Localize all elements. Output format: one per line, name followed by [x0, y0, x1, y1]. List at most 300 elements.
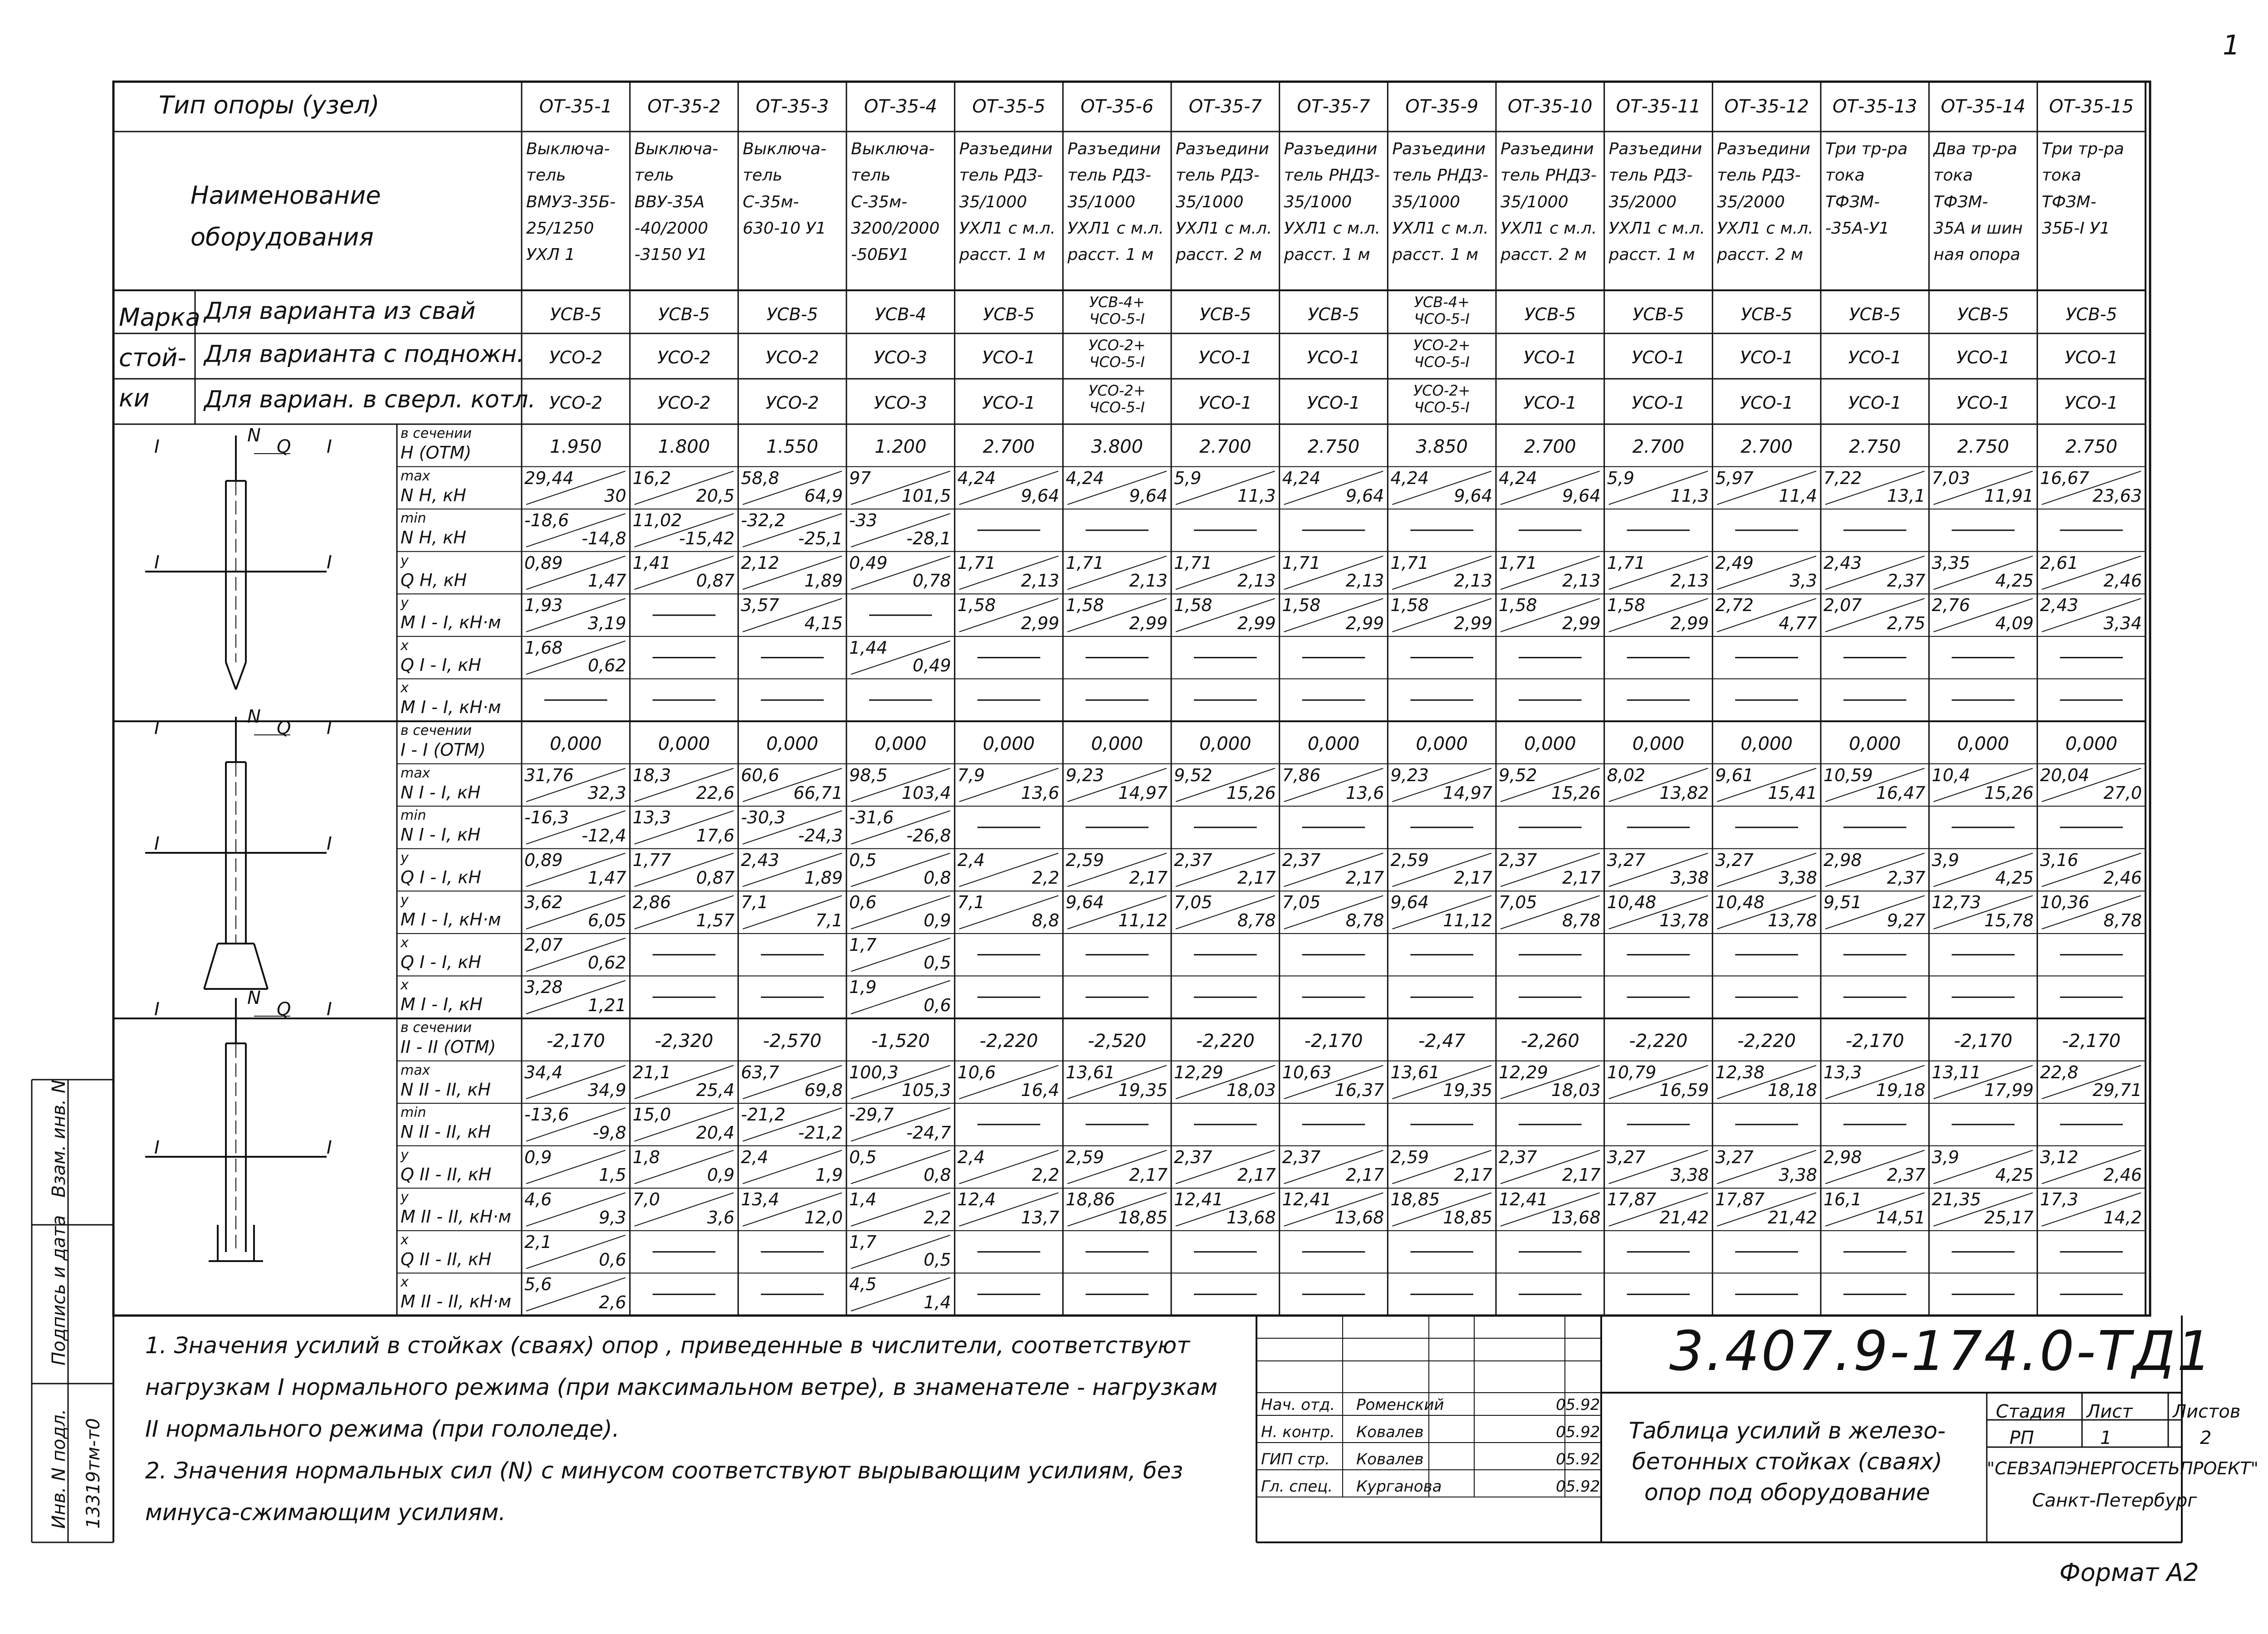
grid-line [204, 944, 218, 989]
value-denominator: 18,03 [1226, 1080, 1276, 1101]
value-denominator: 2,2 [1031, 868, 1060, 888]
sheets-value: 2 [2200, 1428, 2212, 1448]
mark-cell: УСО-2 [549, 347, 603, 367]
value-denominator: 4,25 [1995, 868, 2034, 888]
value-denominator: 2,46 [2103, 868, 2142, 888]
mark-cell: УСВ-5 [1740, 304, 1793, 324]
value-numerator: 9,23 [1390, 765, 1429, 785]
note-line: нагрузкам I нормального режима (при максимальном ветре), в знаменателе - нагрузкам [145, 1374, 1218, 1400]
row-label: M I - I, кН·м [401, 697, 501, 718]
value-denominator: 13,7 [1021, 1207, 1060, 1228]
equipment-cell: Разъедини тель РДЗ- 35/1000 УХЛ1 с м.л. расст. 1 м [1067, 140, 1164, 264]
value-numerator: -13,6 [524, 1105, 569, 1125]
row-label-sub: в сечении [401, 426, 472, 441]
mark-cell: УСО-1 [1632, 393, 1685, 413]
value-denominator: 14,2 [2103, 1207, 2142, 1228]
equipment-cell: Разъедини тель РДЗ- 35/1000 УХЛ1 с м.л. расст. 1 м [959, 140, 1056, 264]
value-numerator: 9,52 [1174, 765, 1212, 785]
city: Санкт-Петербург [2032, 1490, 2197, 1511]
sketch-n: N [247, 706, 261, 727]
row-label: M I - I, кН·м [401, 910, 501, 930]
value-denominator: 9,27 [1887, 910, 1926, 930]
value-numerator: 3,9 [1931, 1147, 1960, 1167]
value-numerator: 0,9 [524, 1147, 552, 1167]
mark-cell: УСО-1 [2064, 347, 2118, 367]
value-numerator: 12,41 [1174, 1189, 1223, 1210]
value-denominator: 17,6 [696, 825, 735, 846]
variant-label: Для варианта с подножн. [204, 341, 524, 368]
mark-cell: УСО-1 [2064, 393, 2118, 413]
value-denominator: 2,2 [1031, 1165, 1060, 1185]
value-cell: 0,000 [1416, 734, 1468, 754]
equipment-cell: Выключа- тель ВМУЗ-35Б- 25/1250 УХЛ 1 [526, 140, 616, 264]
value-numerator: 4,24 [1066, 468, 1104, 488]
equipment-cell: Три тр-ра тока ТФЗМ- -35А-У1 [1825, 140, 1908, 238]
value-numerator: 63,7 [741, 1062, 779, 1082]
signer-role: Н. контр. [1261, 1423, 1335, 1441]
row-label-sub: y [401, 1189, 409, 1206]
value-denominator: 2,13 [1345, 571, 1384, 591]
mark-cell: УСО-3 [874, 347, 928, 367]
value-numerator: 1,58 [1607, 595, 1646, 616]
mark-cell: УСО-2 [657, 347, 711, 367]
value-numerator: 12,29 [1174, 1062, 1223, 1082]
row-label-sub: y [401, 892, 409, 909]
row-label: N Н, кН [401, 485, 466, 505]
value-numerator: 18,85 [1390, 1189, 1440, 1210]
equipment-cell: Выключа- тель С-35м- 630-10 У1 [743, 140, 826, 238]
stage-value: РП [2009, 1428, 2034, 1448]
value-numerator: 3,27 [1715, 1147, 1754, 1167]
value-denominator: -28,1 [906, 528, 951, 548]
value-denominator: 18,85 [1118, 1207, 1168, 1228]
value-denominator: -9,8 [592, 1122, 626, 1143]
value-denominator: 13,68 [1226, 1207, 1276, 1228]
sketch-section: I [327, 999, 332, 1020]
value-denominator: 14,51 [1876, 1207, 1926, 1228]
value-denominator: 2,13 [1021, 571, 1060, 591]
value-denominator: -24,3 [798, 825, 843, 846]
sketch-section: I [154, 999, 160, 1020]
value-cell: -2,520 [1088, 1031, 1147, 1052]
value-denominator: 9,3 [599, 1207, 626, 1228]
signer-date: 05.92 [1556, 1423, 1600, 1441]
value-denominator: 9,64 [1562, 486, 1601, 506]
sketch-section: I [154, 552, 160, 573]
value-numerator: 8,02 [1607, 765, 1646, 785]
value-numerator: 17,87 [1715, 1189, 1765, 1210]
value-numerator: -31,6 [849, 807, 894, 828]
row-label: M I - I, кН [401, 994, 483, 1015]
sketch-q: Q [277, 436, 291, 457]
row-label: M I - I, кН·м [401, 612, 501, 633]
signer-date: 05.92 [1556, 1396, 1600, 1414]
value-numerator: 1,71 [1390, 553, 1429, 573]
stamp-title: Таблица усилий в железо- бетонных стойках (сваях) опор под оборудование [1628, 1418, 1946, 1506]
value-cell: 3.800 [1091, 436, 1143, 457]
value-denominator: 2,17 [1562, 868, 1601, 888]
value-denominator: 2,99 [1129, 613, 1168, 633]
value-numerator: 13,61 [1066, 1062, 1115, 1082]
value-denominator: 15,78 [1984, 910, 2034, 930]
value-numerator: 16,2 [632, 468, 671, 488]
mark-label: Марка стой- ки [119, 303, 200, 413]
equipment-cell: Два тр-ра тока ТФЗМ- 35А и шин ная опора [1933, 140, 2023, 264]
value-cell: 0,000 [1957, 734, 2009, 754]
value-denominator: -24,7 [906, 1122, 951, 1143]
value-denominator: 4,15 [804, 613, 843, 633]
row-label-sub: y [401, 1147, 409, 1163]
type-label: Тип опоры (узел) [159, 91, 380, 119]
value-denominator: 2,2 [924, 1207, 951, 1228]
row-label-sub: x [401, 1232, 409, 1248]
value-denominator: 0,5 [924, 953, 951, 973]
value-cell: 0,000 [766, 734, 818, 754]
value-numerator: 12,41 [1499, 1189, 1548, 1210]
value-cell: 1.950 [550, 436, 602, 457]
value-numerator: 10,59 [1823, 765, 1873, 785]
value-numerator: 1,77 [632, 850, 671, 870]
sketch-section: I [327, 718, 332, 739]
row-label: Q II - II, кН [401, 1249, 492, 1269]
mark-cell: УСВ-5 [1633, 304, 1684, 324]
sketch-n: N [247, 988, 261, 1008]
value-numerator: 2,12 [741, 553, 779, 573]
type-cell: ОТ-35-6 [1080, 96, 1154, 117]
mark-cell: УСВ-5 [1957, 304, 2009, 324]
row-label: N Н, кН [401, 528, 466, 548]
value-denominator: 34,9 [588, 1080, 626, 1101]
value-numerator: 20,04 [2040, 765, 2090, 785]
type-cell: ОТ-35-13 [1833, 96, 1917, 117]
format-label: Формат А2 [2059, 1558, 2199, 1587]
grid-line [236, 662, 246, 690]
value-cell: -2,170 [1954, 1031, 2013, 1052]
row-label: Q Н, кН [401, 570, 467, 590]
value-denominator: 2,13 [1562, 571, 1601, 591]
value-denominator: 7,1 [815, 910, 843, 930]
value-cell: -2,170 [1845, 1031, 1904, 1052]
value-denominator: 19,35 [1443, 1080, 1492, 1101]
value-numerator: 10,79 [1607, 1062, 1657, 1082]
value-cell: -2,570 [763, 1031, 822, 1052]
value-denominator: 0,9 [707, 1165, 735, 1185]
row-label-sub: x [401, 977, 409, 993]
note-line: II нормального режима (при гололеде). [145, 1416, 620, 1442]
value-numerator: -29,7 [849, 1105, 894, 1125]
mark-cell: УСВ-5 [1524, 304, 1576, 324]
value-numerator: -18,6 [524, 510, 569, 531]
row-label: N I - I, кН [401, 782, 481, 802]
value-denominator: 8,78 [2103, 910, 2142, 930]
type-cell: ОТ-35-7 [1297, 96, 1370, 117]
value-cell: 2.700 [1632, 436, 1685, 457]
value-cell: 2.700 [1199, 436, 1251, 457]
value-numerator: 5,9 [1174, 468, 1202, 488]
value-numerator: 1,71 [957, 553, 996, 573]
value-numerator: 1,58 [1390, 595, 1429, 616]
value-cell: 1.800 [658, 436, 710, 457]
row-label-sub: min [401, 1105, 426, 1121]
value-numerator: 17,87 [1607, 1189, 1657, 1210]
value-denominator: 9,64 [1454, 486, 1492, 506]
value-numerator: 2,43 [2040, 595, 2078, 616]
value-numerator: 16,1 [1823, 1189, 1862, 1210]
value-cell: -2,220 [1629, 1031, 1688, 1052]
equipment-cell: Разъедини тель РНДЗ- 35/1000 УХЛ1 с м.л. расст. 2 м [1501, 140, 1597, 264]
value-numerator: 2,59 [1066, 1147, 1104, 1167]
value-numerator: 9,61 [1715, 765, 1754, 785]
value-denominator: 1,9 [815, 1165, 843, 1185]
row-label: Q I - I, кН [401, 952, 481, 972]
mark-cell: УСВ-5 [1308, 304, 1359, 324]
sketch-section: I [154, 718, 160, 739]
sheets-label: Листов [2173, 1401, 2241, 1422]
type-cell: ОТ-35-9 [1405, 96, 1479, 117]
value-cell: -2,170 [2062, 1031, 2121, 1052]
mark-cell: УСО-2 [765, 393, 819, 413]
value-numerator: 2,43 [1823, 553, 1862, 573]
value-cell: 0,000 [2065, 734, 2117, 754]
value-cell: 0,000 [982, 734, 1035, 754]
value-numerator: 1,58 [1066, 595, 1104, 616]
sketch-section: I [154, 1137, 160, 1158]
value-denominator: 2,37 [1887, 1165, 1926, 1185]
value-numerator: 1,93 [524, 595, 563, 616]
value-denominator: 22,6 [696, 783, 735, 803]
value-denominator: 18,03 [1551, 1080, 1601, 1101]
mark-cell: УСО-1 [1956, 393, 2010, 413]
value-numerator: -30,3 [741, 807, 786, 828]
value-denominator: 4,25 [1995, 571, 2034, 591]
row-label-sub: в сечении [401, 723, 472, 739]
value-numerator: 3,35 [1931, 553, 1970, 573]
value-numerator: 1,68 [524, 637, 563, 658]
value-denominator: 2,13 [1129, 571, 1168, 591]
value-numerator: 3,9 [1931, 850, 1960, 870]
value-denominator: 2,75 [1887, 613, 1926, 633]
value-cell: -2,47 [1418, 1031, 1466, 1052]
value-numerator: 22,8 [2040, 1062, 2078, 1082]
value-numerator: 15,0 [632, 1105, 671, 1125]
value-numerator: 13,4 [741, 1189, 779, 1210]
value-denominator: 8,8 [1031, 910, 1060, 930]
value-numerator: 98,5 [849, 765, 888, 785]
value-denominator: 9,64 [1345, 486, 1384, 506]
value-denominator: 2,17 [1562, 1165, 1601, 1185]
value-denominator: 13,82 [1659, 783, 1709, 803]
value-cell: -2,220 [1737, 1031, 1796, 1052]
note-line: минуса-сжимающим усилиям. [145, 1499, 506, 1526]
value-numerator: 13,11 [1931, 1062, 1981, 1082]
value-numerator: 12,73 [1931, 892, 1981, 913]
value-numerator: 12,29 [1499, 1062, 1548, 1082]
mark-cell: УСО-1 [982, 393, 1036, 413]
equipment-cell: Разъедини тель РДЗ- 35/1000 УХЛ1 с м.л. расст. 2 м [1176, 140, 1272, 264]
value-numerator: 2,86 [632, 892, 671, 913]
row-label-sub: max [401, 1062, 430, 1078]
row-label: Q I - I, кН [401, 655, 481, 675]
value-numerator: 1,9 [849, 977, 877, 998]
row-label-sub: y [401, 553, 409, 569]
value-numerator: 97 [849, 468, 871, 488]
value-numerator: 7,05 [1174, 892, 1212, 913]
value-denominator: 3,34 [2103, 613, 2142, 633]
value-denominator: 20,4 [696, 1122, 735, 1143]
mark-cell: УСО-2 [549, 393, 603, 413]
signer-date: 05.92 [1556, 1477, 1600, 1496]
value-denominator: 18,18 [1768, 1080, 1817, 1101]
value-numerator: 4,24 [1499, 468, 1537, 488]
value-denominator: 1,89 [804, 571, 843, 591]
value-numerator: 2,37 [1282, 850, 1321, 870]
value-numerator: 1,58 [1174, 595, 1212, 616]
sign-label: Подпись и дата [49, 1215, 69, 1365]
value-numerator: 1,71 [1607, 553, 1646, 573]
value-numerator: 3,12 [2040, 1147, 2078, 1167]
row-label: II - II (ОТМ) [401, 1037, 496, 1057]
signer-name: Ковалев [1356, 1423, 1424, 1441]
value-denominator: 3,38 [1670, 1165, 1709, 1185]
value-numerator: 9,51 [1823, 892, 1862, 913]
type-cell: ОТ-35-7 [1188, 96, 1262, 117]
value-denominator: 103,4 [901, 783, 951, 803]
row-label-sub: x [401, 637, 409, 654]
value-numerator: 1,44 [849, 637, 888, 658]
value-denominator: 21,42 [1659, 1207, 1709, 1228]
value-denominator: 2,6 [599, 1292, 626, 1312]
value-denominator: 32,3 [588, 783, 626, 803]
value-denominator: 13,78 [1659, 910, 1709, 930]
value-denominator: 11,91 [1984, 486, 2034, 506]
value-denominator: 1,21 [588, 995, 626, 1015]
equipment-cell: Выключа- тель С-35м- 3200/2000 -50БУ1 [851, 140, 940, 264]
value-numerator: 10,4 [1931, 765, 1970, 785]
mark-cell: УСО-1 [1523, 347, 1577, 367]
value-denominator: 0,78 [913, 571, 951, 591]
value-denominator: 1,57 [696, 910, 735, 930]
sketch-section: I [327, 436, 332, 457]
value-numerator: 21,35 [1931, 1189, 1981, 1210]
value-cell: 0,000 [875, 734, 927, 754]
row-label-sub: y [401, 595, 409, 612]
value-denominator: 2,17 [1129, 1165, 1168, 1185]
value-denominator: 101,5 [901, 486, 951, 506]
value-numerator: 10,36 [2040, 892, 2090, 913]
signer-name: Курганова [1356, 1477, 1442, 1496]
value-numerator: 1,8 [632, 1147, 660, 1167]
value-numerator: 2,37 [1174, 850, 1212, 870]
mark-cell: УСВ-5 [550, 304, 602, 324]
value-numerator: 1,71 [1499, 553, 1537, 573]
value-denominator: 9,64 [1129, 486, 1168, 506]
value-denominator: 13,68 [1334, 1207, 1384, 1228]
value-denominator: 15,26 [1226, 783, 1276, 803]
row-label-sub: min [401, 807, 426, 824]
value-cell: 2.750 [2065, 436, 2117, 457]
row-label-sub: y [401, 850, 409, 866]
value-denominator: 4,77 [1779, 613, 1817, 633]
value-denominator: 3,38 [1779, 868, 1817, 888]
equipment-cell: Разъедини тель РНДЗ- 35/1000 УХЛ1 с м.л. расст. 1 м [1284, 140, 1380, 264]
value-numerator: 0,89 [524, 553, 563, 573]
value-numerator: 3,62 [524, 892, 563, 913]
type-cell: ОТ-35-3 [756, 96, 829, 117]
value-cell: -2,260 [1520, 1031, 1579, 1052]
row-label: N I - I, кН [401, 825, 481, 845]
value-denominator: -15,42 [679, 528, 735, 548]
type-cell: ОТ-35-10 [1508, 96, 1593, 117]
value-denominator: 2,99 [1237, 613, 1276, 633]
value-numerator: 60,6 [741, 765, 779, 785]
value-denominator: 16,37 [1334, 1080, 1384, 1101]
value-denominator: 8,78 [1345, 910, 1384, 930]
row-label-sub: x [401, 680, 409, 696]
type-cell: ОТ-35-15 [2049, 96, 2134, 117]
mark-cell: УСО-1 [1740, 393, 1794, 413]
value-numerator: 9,64 [1066, 892, 1104, 913]
value-numerator: 9,23 [1066, 765, 1104, 785]
value-denominator: 3,6 [707, 1207, 735, 1228]
mark-cell: УСО-1 [1848, 393, 1902, 413]
sheet-mark: 1 [2223, 29, 2240, 61]
mark-cell: УСО-2+ ЧСО-5-I [1413, 337, 1471, 371]
value-cell: -2,220 [979, 1031, 1038, 1052]
value-numerator: 2,07 [524, 934, 563, 955]
value-denominator: 2,17 [1345, 1165, 1384, 1185]
mark-cell: УСО-3 [874, 393, 928, 413]
value-numerator: 2,59 [1390, 1147, 1429, 1167]
value-denominator: 16,59 [1659, 1080, 1709, 1101]
value-denominator: 1,47 [588, 571, 626, 591]
value-numerator: 12,41 [1282, 1189, 1332, 1210]
sketch-section: I [327, 552, 332, 573]
value-cell: 0,000 [1849, 734, 1901, 754]
variant-label: Для вариан. в сверл. котл. [204, 386, 536, 413]
value-denominator: 3,38 [1779, 1165, 1817, 1185]
sketch-section: I [154, 436, 160, 457]
value-denominator: 15,26 [1551, 783, 1601, 803]
equipment-cell: Разъедини тель РНДЗ- 35/1000 УХЛ1 с м.л. расст. 1 м [1392, 140, 1489, 264]
value-numerator: 3,27 [1607, 850, 1646, 870]
row-label: M II - II, кН·м [401, 1292, 511, 1312]
value-denominator: 20,5 [696, 486, 735, 506]
mark-cell: УСВ-5 [983, 304, 1035, 324]
row-label: N II - II, кН [401, 1079, 491, 1100]
mark-cell: УСВ-4 [875, 304, 927, 324]
sketch-section: I [327, 1137, 332, 1158]
value-denominator: 0,62 [588, 953, 626, 973]
value-cell: 0,000 [658, 734, 710, 754]
sketch-n: N [247, 425, 261, 446]
row-label: N II - II, кН [401, 1122, 491, 1142]
mark-cell: УСВ-5 [658, 304, 710, 324]
value-denominator: 2,99 [1670, 613, 1709, 633]
value-cell: -2,170 [546, 1031, 605, 1052]
value-numerator: 7,05 [1282, 892, 1321, 913]
value-cell: 2.750 [1957, 436, 2009, 457]
equipment-label: Наименование оборудования [191, 181, 381, 251]
value-denominator: 2,13 [1454, 571, 1492, 591]
equipment-cell: Разъедини тель РДЗ- 35/2000 УХЛ1 с м.л. расст. 2 м [1717, 140, 1813, 264]
value-denominator: 13,1 [1887, 486, 1926, 506]
row-label-sub: x [401, 934, 409, 951]
value-numerator: 1,71 [1174, 553, 1212, 573]
value-denominator: 15,26 [1984, 783, 2034, 803]
row-label-sub: max [401, 468, 430, 484]
row-label: Н (ОТМ) [401, 443, 472, 463]
value-denominator: 29,71 [2092, 1080, 2142, 1101]
